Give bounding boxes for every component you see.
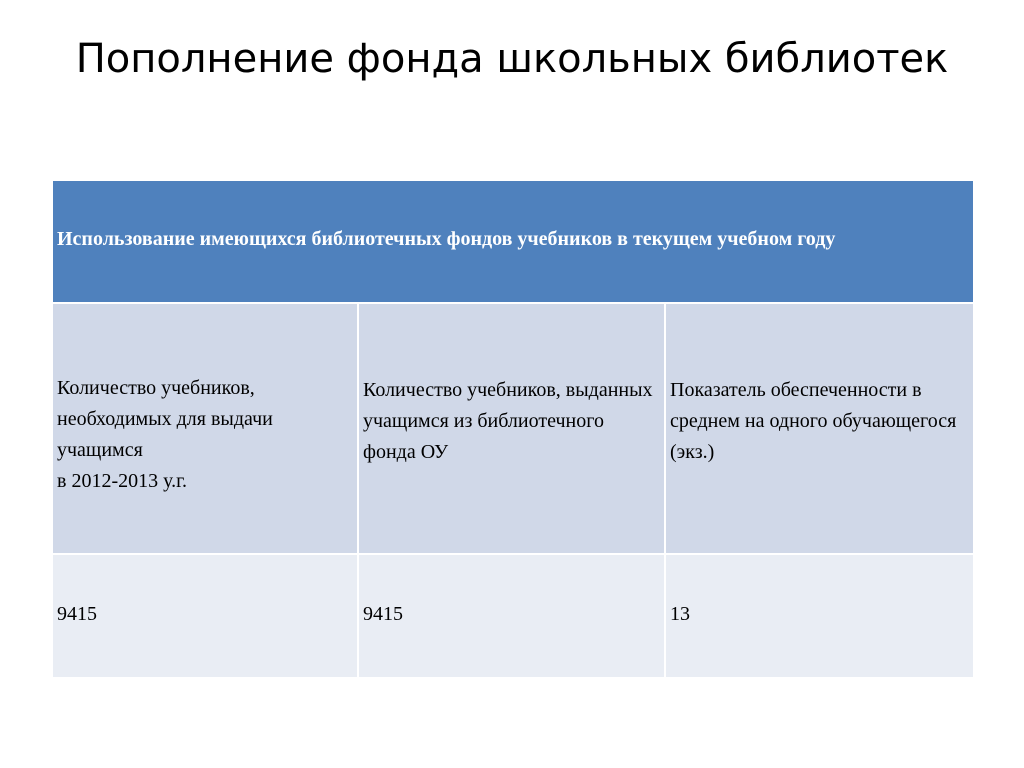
table-cell-value-1 xyxy=(52,554,358,678)
label-issued-textbooks: Количество учебников, выданных учащимся из библиотечного фонда ОУ xyxy=(363,379,653,463)
table-row-labels xyxy=(52,303,974,554)
table-row-values xyxy=(52,554,974,678)
data-table xyxy=(51,179,975,679)
value-provision-rate: 13 xyxy=(670,602,690,625)
table-header-row xyxy=(52,180,974,303)
table-header-text: Использование имеющихся библиотечных фондов учебников в текущем учебном году xyxy=(57,228,836,250)
label-provision-rate: Показатель обеспеченности в среднем на одного обучающегося (экз.) xyxy=(670,379,957,463)
table-cell-label-1 xyxy=(52,303,358,554)
table-header-cell xyxy=(52,180,974,303)
table-cell-value-3 xyxy=(665,554,974,678)
value-required-textbooks: 9415 xyxy=(57,602,97,625)
table-cell-label-2 xyxy=(358,303,665,554)
value-issued-textbooks: 9415 xyxy=(363,602,403,625)
table-cell-value-2 xyxy=(358,554,665,678)
label-required-textbooks: Количество учебников, необходимых для выдачи учащимся в 2012-2013 у.г. xyxy=(57,376,273,492)
slide-title: Пополнение фонда школьных библиотек xyxy=(75,36,949,82)
table-cell-label-3 xyxy=(665,303,974,554)
